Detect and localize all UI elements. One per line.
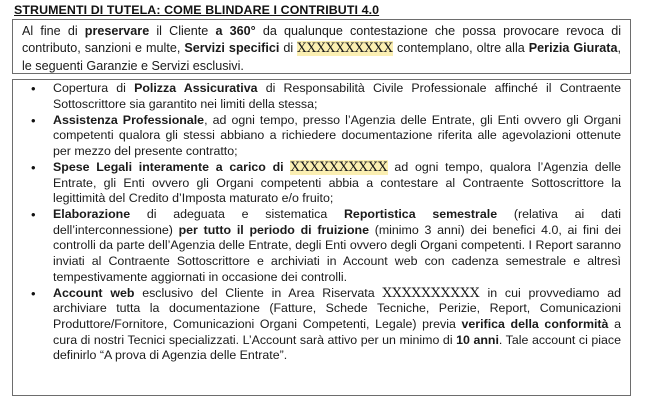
item-bold: Elaborazione [53,207,131,222]
intro-text-5: contemplano, oltre alla [393,40,529,55]
services-list [13,81,621,364]
item-text: . Tale account ci piace definirlo “A prova di Agenzia delle Entrate”. [53,332,621,363]
intro-text-2: il Cliente [149,24,216,38]
item-bold: Reportistica semestrale [343,207,498,222]
item-text: Copertura di [53,81,135,95]
list-item-polizza [13,81,621,112]
bullet-icon: • [31,207,36,223]
item-text: a cura di nostri Tecnici specializzati. L’Account sarà attivo per un minimo di [53,316,621,347]
bullet-icon: • [31,159,36,175]
item-text: di Responsabilità Civile Professionale affinché il Contraente Sottoscrittore sia garantito nei limiti della stessa; [53,81,621,111]
item-placeholder-code: XXXXXXXXXX [382,285,480,301]
item-bold: Spese Legali interamente a carico di [53,159,291,174]
item-bold: Polizza Assicurativa [134,81,258,95]
intro-text-6: , le seguenti Garanzie e Servizi esclusivi. [22,40,621,73]
intro-text-4: di [279,40,298,55]
list-item-elaborazione [13,207,621,285]
intro-placeholder-code: XXXXXXXXXX [297,40,394,56]
intro-text-1: Al fine di [22,24,85,38]
item-bold: Assistenza Professionale [53,112,205,127]
item-bold: verifica della conformità [461,316,609,331]
bullet-icon: • [31,285,36,301]
intro-text-3: da qualunque contestazione che possa provocare revoca di contributo, sanzioni e multe, [22,24,621,55]
intro-paragraph [22,23,621,74]
item-text: (relativa ai dati dell’interconnessione) [53,207,621,237]
item-text: in cui provvediamo ad archiviare tutta la documentazione (Fatture, Schede Tecniche, Perizie, Report, Comunicazioni Produttore/Fornitore, Comunicazioni Organi Competenti, Legale) previa [53,285,621,331]
services-list-box [12,79,631,396]
item-placeholder-code: XXXXXXXXXX [290,159,388,175]
item-bold: Account web [53,285,135,300]
bullet-icon: • [31,81,36,96]
item-text: esclusivo del Cliente in Area Riservata [134,285,383,300]
item-bold: 10 anni [456,332,499,347]
section-title: STRUMENTI DI TUTELA: COME BLINDARE I CONTRIBUTI 4.0 [14,3,380,17]
intro-bold-servizi: Servizi specifici [184,40,280,55]
intro-box [12,19,631,74]
intro-bold-360: a 360° [215,24,256,38]
item-text: , ad ogni tempo, presso l’Agenzia delle Entrate, gli Enti ovvero gli Organi competenti qualora gli stessi abbiano a richiedere documentazione riferita alle agevolazioni ottenute per mezzo del presente contratto; [53,112,621,158]
intro-bold-preservare: preservare [84,24,150,38]
intro-bold-perizia: Perizia Giurata [528,40,618,55]
item-text: (minimo 3 anni) dei benefici 4.0, ai fini dei controlli da parte dell’Agenzia delle Entrate, degli Enti ovvero degli Organi competenti. I Report saranno inviati al Contraente Sottoscrittore e archiviati in Account web con cadenza semestrale e altresì tempestivamente aggiornati in occasione dei controlli. [53,222,621,284]
item-text: ad ogni tempo, qualora l’Agenzia delle Entrate, gli Enti ovvero gli Organi competenti abbia a contestare al Contraente Sottoscrittore la legittimità del Credito d’Imposta maturato e/o fruito; [53,159,621,206]
bullet-icon: • [31,112,36,128]
list-item-account-web [13,286,621,364]
item-text: di adeguata e sistematica [130,207,344,222]
list-item-spese-legali [13,160,621,207]
item-bold: per tutto il periodo di fruizione [178,222,369,237]
list-item-assistenza [13,113,621,160]
